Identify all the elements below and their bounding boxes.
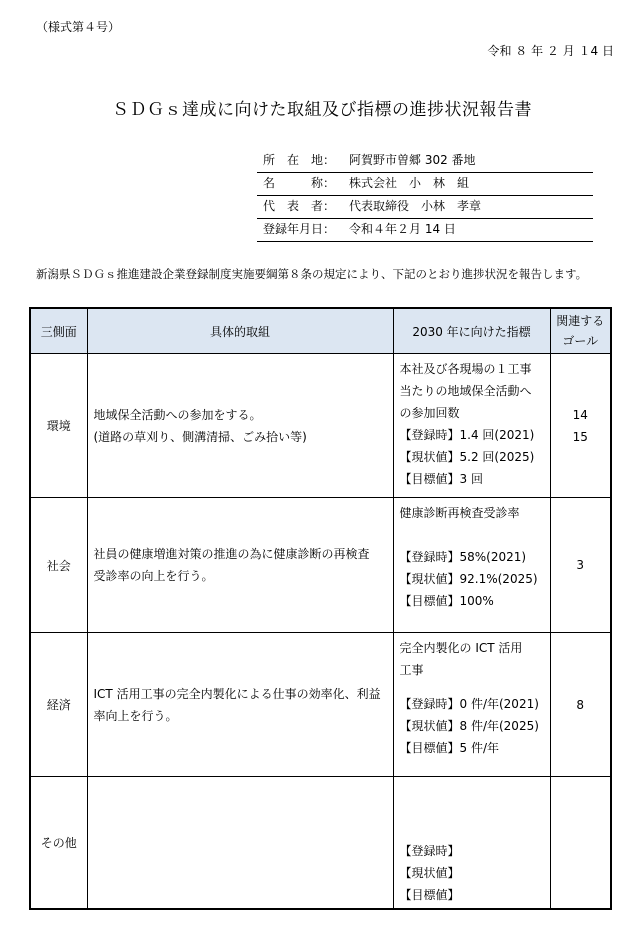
effort-cell — [87, 498, 393, 633]
indicator-registered: 【登録時】1.4 回(2021) — [399, 428, 535, 442]
indicator-cell — [393, 354, 550, 498]
header-goal — [550, 308, 611, 354]
goal-number: 8 — [576, 697, 585, 712]
indicator-target: 【目標値】 — [399, 887, 460, 902]
info-value: 株式会社 小 林 組 — [349, 176, 470, 190]
header-goal-line1: 関連する — [556, 314, 605, 328]
indicator-line: 健康診断再検査受診率 — [399, 506, 520, 520]
goals-cell — [550, 354, 611, 498]
aspect-cell: その他 — [30, 777, 87, 909]
aspect-cell: 社会 — [30, 498, 87, 633]
indicator-target: 【目標値】5 件/年 — [399, 741, 499, 755]
indicator-line: 本社及び各現場の１工事 — [399, 362, 532, 376]
indicator-line: 完全内製化の ICT 活用 — [399, 641, 523, 655]
document-title: ＳＤＧｓ達成に向けた取組及び指標の進捗状況報告書 — [112, 100, 532, 120]
table-row-society — [30, 498, 611, 633]
info-row-registration-date — [257, 219, 593, 242]
effort-line: 社員の健康増進対策の推進の為に健康診断の再検査 — [93, 547, 370, 561]
effort-cell — [87, 777, 393, 909]
header-aspect: 三側面 — [30, 308, 87, 354]
info-value: 令和４年２月 14 日 — [349, 222, 456, 236]
info-value: 阿賀野市曽郷 302 番地 — [349, 153, 476, 167]
info-value: 代表取締役 小林 孝章 — [349, 199, 482, 213]
goal-number: 15 — [572, 429, 588, 444]
info-row-representative — [257, 196, 593, 219]
aspect-cell: 環境 — [30, 354, 87, 498]
info-label: 登録年月日： — [263, 222, 336, 236]
table-row-economy — [30, 633, 611, 777]
effort-cell — [87, 354, 393, 498]
effort-cell — [87, 633, 393, 777]
effort-line: 受診率の向上を行う。 — [93, 569, 214, 583]
info-label: 代 表 者： — [263, 199, 336, 213]
header-indicator: 2030 年に向けた指標 — [393, 308, 550, 354]
indicator-current: 【現状値】 — [399, 865, 460, 880]
table-row-environment — [30, 354, 611, 498]
indicator-line: 工事 — [399, 663, 424, 677]
effort-line: 率向上を行う。 — [93, 708, 178, 723]
effort-line: ICT 活用工事の完全内製化による仕事の効率化、利益 — [93, 686, 381, 701]
spacer — [400, 524, 546, 546]
indicator-line: の参加回数 — [399, 406, 460, 420]
intro-text: 新潟県ＳＤＧｓ推進建設企業登録制度実施要綱第８条の規定により、下記のとおり進捗状況を報告します。 — [36, 267, 588, 281]
indicator-target: 【目標値】100% — [399, 594, 494, 608]
header-goal-line2: ゴール — [562, 334, 599, 348]
info-row-name — [257, 173, 593, 196]
table-header-row — [30, 308, 611, 354]
indicator-current: 【現状値】92.1%(2025) — [399, 572, 538, 586]
document-date: 令和 ８ 年 ２ 月 １4 日 — [487, 44, 614, 58]
indicator-cell — [393, 633, 550, 777]
goals-cell — [550, 633, 611, 777]
indicator-current: 【現状値】5.2 回(2025) — [399, 450, 535, 464]
table-row-other — [30, 777, 611, 909]
spacer — [400, 681, 546, 693]
info-label: 所 在 地： — [263, 153, 336, 167]
effort-line: 地域保全活動への参加をする。 — [93, 407, 262, 422]
indicator-current: 【現状値】8 件/年(2025) — [399, 719, 539, 733]
goals-cell — [550, 777, 611, 909]
aspect-cell: 経済 — [30, 633, 87, 777]
indicator-registered: 【登録時】 — [399, 843, 460, 858]
info-row-address — [257, 150, 593, 173]
goal-number: 14 — [572, 407, 588, 422]
company-info — [257, 150, 593, 242]
indicator-cell — [393, 777, 550, 909]
header-effort: 具体的取組 — [87, 308, 393, 354]
indicator-target: 【目標値】3 回 — [399, 472, 483, 486]
progress-table — [29, 307, 612, 910]
indicator-cell — [393, 498, 550, 633]
indicator-line: 当たりの地域保全活動へ — [399, 384, 532, 398]
form-number: （様式第４号） — [36, 20, 121, 34]
goals-cell — [550, 498, 611, 633]
info-label: 名 称： — [263, 176, 336, 190]
effort-line: (道路の草刈り、側溝清掃、ごみ拾い等) — [93, 429, 307, 444]
goal-number: 3 — [576, 558, 585, 572]
indicator-registered: 【登録時】0 件/年(2021) — [399, 697, 539, 711]
indicator-registered: 【登録時】58%(2021) — [399, 550, 527, 564]
